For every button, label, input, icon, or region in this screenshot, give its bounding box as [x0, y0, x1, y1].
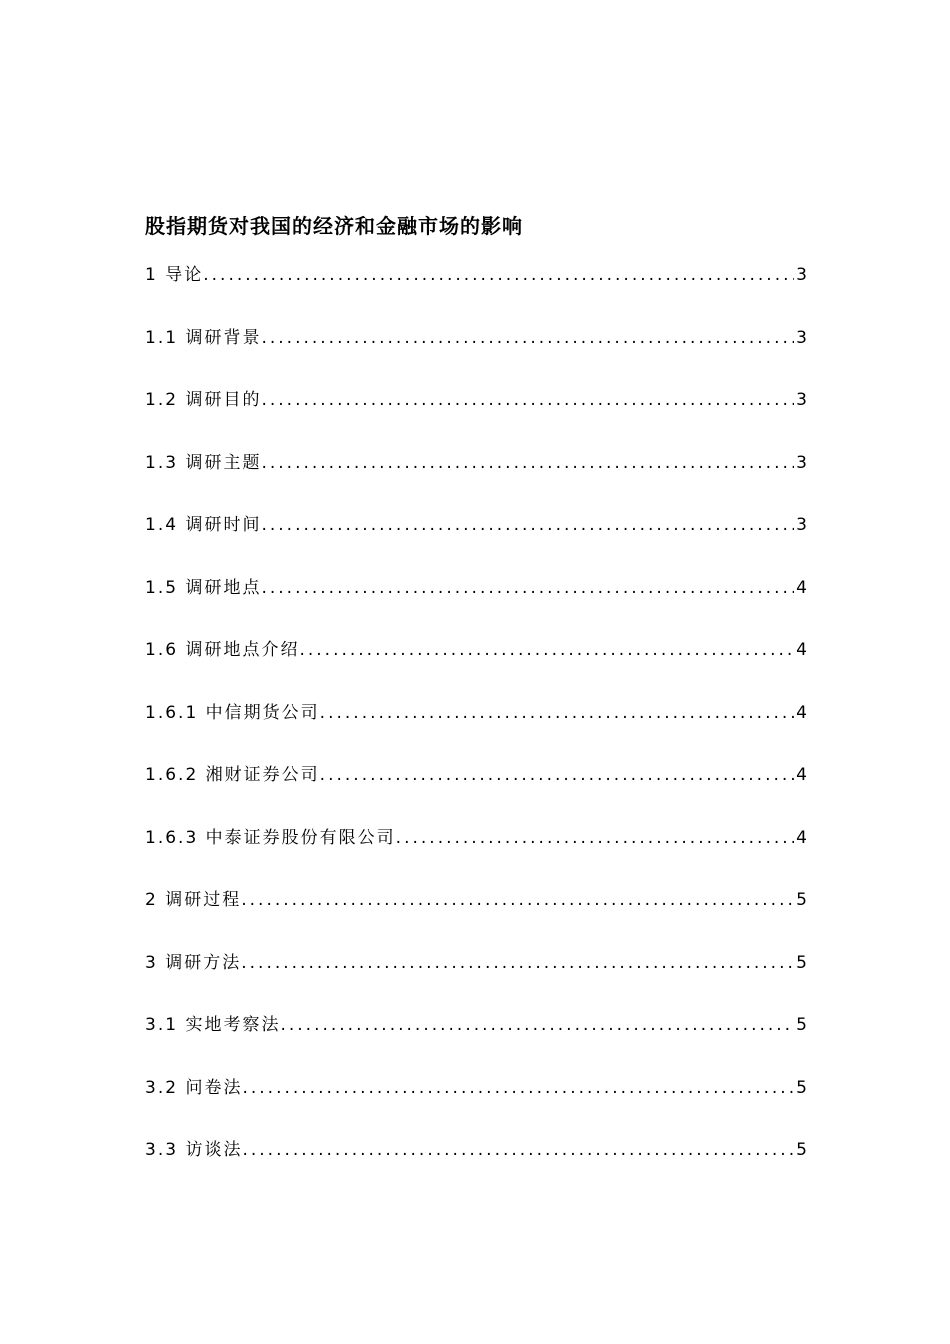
- toc-page-number: 3: [796, 390, 807, 410]
- toc-dot-leader: [261, 453, 794, 473]
- toc-page-number: 5: [796, 1140, 807, 1160]
- table-of-contents: [145, 260, 807, 1198]
- toc-page-number: 5: [796, 1015, 807, 1035]
- toc-entry-label: 3.2 问卷法: [145, 1077, 243, 1098]
- toc-entry-label: 1.6.3 中泰证券股份有限公司: [145, 827, 396, 848]
- toc-dot-leader: [261, 328, 794, 348]
- toc-dot-leader: [241, 953, 794, 973]
- toc-entry[interactable]: [145, 510, 807, 573]
- toc-entry-label: 3.1 实地考察法: [145, 1015, 281, 1035]
- toc-entry-label: 2 调研过程: [145, 890, 242, 910]
- toc-page-number: 5: [796, 952, 807, 973]
- toc-entry-label: 1.2 调研目的: [145, 390, 262, 410]
- toc-entry-label: 1.4 调研时间: [145, 515, 262, 535]
- toc-entry-label: 1.6.2 湘财证券公司: [145, 765, 320, 785]
- toc-entry-label: 1.3 调研主题: [145, 452, 262, 473]
- toc-page-number: 3: [796, 515, 807, 535]
- toc-page-number: 5: [796, 1077, 807, 1098]
- toc-dot-leader: [261, 578, 794, 598]
- toc-entry[interactable]: [145, 1135, 807, 1198]
- toc-page-number: 3: [796, 327, 807, 348]
- toc-page-number: 4: [796, 827, 807, 848]
- toc-page-number: 4: [796, 702, 807, 723]
- toc-page-number: 4: [796, 765, 807, 785]
- toc-dot-leader: [242, 1140, 794, 1160]
- toc-entry[interactable]: [145, 448, 807, 511]
- toc-entry[interactable]: [145, 885, 807, 948]
- toc-entry[interactable]: [145, 635, 807, 698]
- toc-entry[interactable]: [145, 1073, 807, 1136]
- toc-dot-leader: [241, 890, 794, 910]
- toc-entry[interactable]: [145, 323, 807, 386]
- toc-entry-label: 3.3 访谈法: [145, 1140, 243, 1160]
- toc-dot-leader: [280, 1015, 794, 1035]
- toc-entry[interactable]: [145, 760, 807, 823]
- toc-page-number: 5: [796, 890, 807, 910]
- toc-page-number: 4: [796, 640, 807, 660]
- document-title: 股指期货对我国的经济和金融市场的影响: [145, 214, 523, 238]
- toc-entry[interactable]: [145, 573, 807, 636]
- toc-entry[interactable]: [145, 948, 807, 1011]
- toc-dot-leader: [261, 515, 794, 535]
- toc-dot-leader: [203, 265, 794, 285]
- toc-entry[interactable]: [145, 1010, 807, 1073]
- toc-entry-label: 1.5 调研地点: [145, 577, 262, 598]
- toc-dot-leader: [242, 1078, 794, 1098]
- toc-dot-leader: [261, 390, 794, 410]
- toc-entry[interactable]: [145, 823, 807, 886]
- toc-entry[interactable]: [145, 260, 807, 323]
- toc-entry-label: 1.6.1 中信期货公司: [145, 702, 320, 723]
- toc-entry-label: 1.6 调研地点介绍: [145, 640, 300, 660]
- toc-page-number: 3: [796, 452, 807, 473]
- toc-dot-leader: [320, 765, 795, 785]
- toc-entry-label: 1.1 调研背景: [145, 327, 262, 348]
- toc-entry[interactable]: [145, 698, 807, 761]
- toc-entry[interactable]: [145, 385, 807, 448]
- toc-dot-leader: [299, 640, 794, 660]
- toc-dot-leader: [396, 828, 795, 848]
- toc-entry-label: 1 导论: [145, 265, 204, 285]
- toc-page-number: 4: [796, 577, 807, 598]
- toc-dot-leader: [320, 703, 795, 723]
- toc-entry-label: 3 调研方法: [145, 952, 242, 973]
- toc-page-number: 3: [796, 265, 807, 285]
